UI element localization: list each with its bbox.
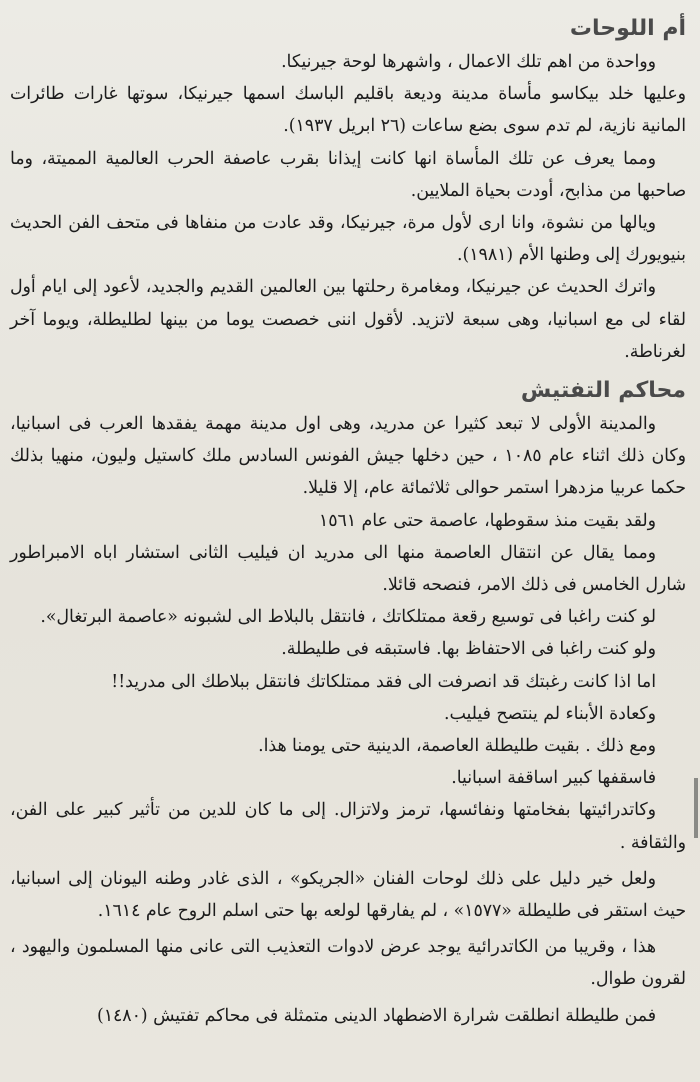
paragraph: ولو كنت راغبا فى الاحتفاظ بها. فاستبقه فى طليطلة. bbox=[281, 639, 656, 660]
paragraph: وكعادة الأبناء لم ينتصح فيليب. bbox=[444, 703, 656, 724]
paragraph: فاسقفها كبير اساقفة اسبانيا. bbox=[451, 768, 656, 789]
paragraph: ومما يعرف عن تلك المأساة انها كانت إيذانا بقرب عاصفة الحرب العالمية المميتة، وما صاحبها من مذابح، أودت بحياة الملايين. bbox=[10, 148, 686, 201]
paragraph: لو كنت راغبا فى توسيع رقعة ممتلكاتك ، فانتقل بالبلاط الى لشبونه «عاصمة البرتغال». bbox=[40, 607, 656, 628]
paragraph: ويالها من نشوة، وانا ارى لأول مرة، جيرنيكا، وقد عادت من منفاها فى متحف الفن الحديث بنيويورك إلى وطنها الأم (١٩٨١). bbox=[10, 213, 686, 266]
paragraph: اما اذا كانت رغبتك قد انصرفت الى فقد ممتلكاتك فانتقل ببلاطك الى مدريد!! bbox=[111, 671, 656, 692]
page-edge-mark bbox=[694, 778, 698, 838]
paragraph: واترك الحديث عن جيرنيكا، ومغامرة رحلتها بين العالمين القديم والجديد، لأعود إلى ايام أول لقاء لى مع اسبانيا، وهى سبعة لاتزيد. لأقول اننى خصصت يوما من بينها لطليطلة، ويوما آخر لغرناطة. bbox=[10, 277, 686, 362]
paragraph: والمدينة الأولى لا تبعد كثيرا عن مدريد، وهى اول مدينة مهمة يفقدها العرب فى اسبانيا، وكان ذلك اثناء عام ١٠٨٥ ، حين دخلها جيش الفونس السادس ملك كاستيل وليون، منهيا بذلك حكما عربيا مزدهرا استمر حوالى ثلاثمائة عام، إلا قليلا. bbox=[10, 414, 686, 499]
section-heading-umm-al-lawhat: أم اللوحات bbox=[569, 16, 686, 41]
paragraph: ومما يقال عن انتقال العاصمة منها الى مدريد ان فيليب الثانى استشار اباه الامبراطور شارل الخامس فى ذلك الامر، فنصحه قائلا. bbox=[10, 542, 686, 596]
paragraph: ولقد بقيت منذ سقوطها، عاصمة حتى عام ١٥٦١ bbox=[318, 510, 656, 531]
paragraph: وواحدة من اهم تلك الاعمال ، واشهرها لوحة جيرنيكا. bbox=[281, 52, 656, 72]
section-heading-inquisition: محاكم التفتيش bbox=[520, 378, 686, 404]
paragraph: ومع ذلك . بقيت طليطلة العاصمة، الدينية حتى يومنا هذا. bbox=[258, 736, 656, 757]
paragraph: هذا ، وقريبا من الكاتدرائية يوجد عرض لادوات التعذيب التى عانى منها المسلمون واليهود ، لقرون طوال. bbox=[10, 937, 686, 990]
paragraph: ولعل خير دليل على ذلك لوحات الفنان «الجريكو» ، الذى غادر وطنه اليونان إلى اسبانيا، حيث استقر فى طليطلة «١٥٧٧» ، لم يفارقها لولعه بها حتى اسلم الروح عام ١٦١٤. bbox=[10, 868, 686, 922]
paragraph: وعليها خلد بيكاسو مأساة مدينة وديعة باقليم الباسك اسمها جيرنيكا، سوتها غارات طائرات المانية نازية، لم تدم سوى بضع ساعات (٢٦ ابريل ١٩٣٧). bbox=[10, 84, 686, 137]
paragraph: فمن طليطلة انطلقت شرارة الاضطهاد الدينى متمثلة فى محاكم تفتيش (١٤٨٠) bbox=[96, 1005, 656, 1026]
paragraph: وكاتدرائيتها بفخامتها ونفائسها، ترمز ولاتزال. إلى ما كان للدين من تأثير كبير على الفن، والثقافة . bbox=[10, 800, 686, 853]
